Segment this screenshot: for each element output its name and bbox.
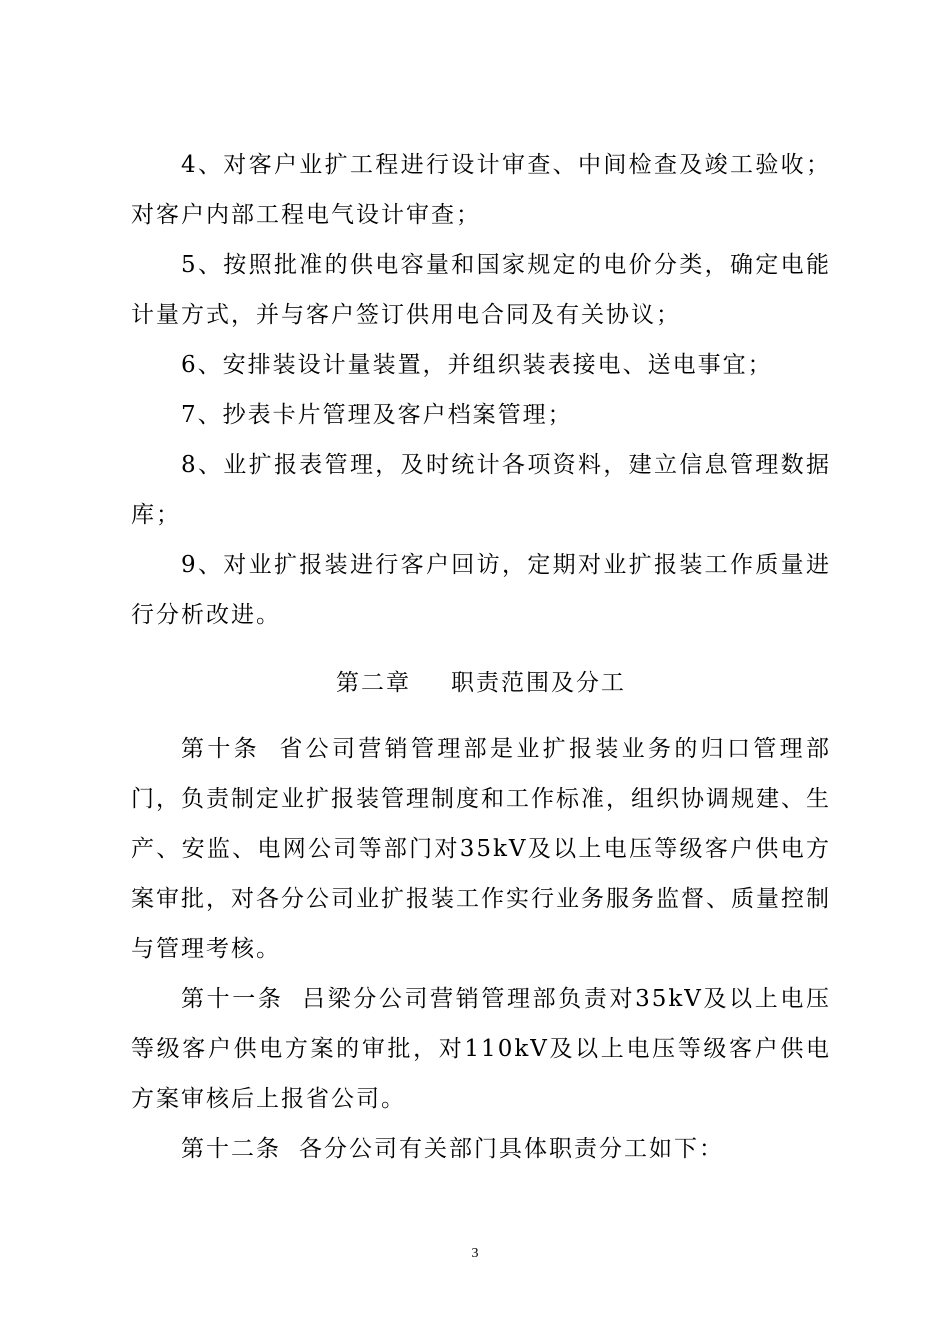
article-text: 吕梁分公司营销管理部负责对35kV及以上电压等级客户供电方案的审批，对110kV及以上电压等级客户供电方案审核后上报省公司。 [131,986,831,1112]
article-text: 各分公司有关部门具体职责分工如下： [299,1136,724,1162]
chapter-number: 第二章 [336,670,411,696]
page-body [131,140,831,1174]
article-paragraph [131,974,831,1124]
list-item: 8、业扩报表管理，及时统计各项资料，建立信息管理数据库； [131,452,831,528]
article-label: 第十一条 [181,986,284,1012]
article-paragraph [131,724,831,974]
chapter-heading [131,640,831,724]
article-text: 省公司营销管理部是业扩报装业务的归口管理部门，负责制定业扩报装管理制度和工作标准，组织协调规建、生产、安监、电网公司等部门对35kV及以上电压等级客户供电方案审批，对各分公司业扩报装工作实行业务服务监督、质量控制与管理考核。 [131,736,831,962]
article-paragraph [131,1124,831,1174]
article-label: 第十条 [181,736,260,762]
page-number: 3 [471,1246,479,1261]
article-label: 第十二条 [181,1136,281,1162]
list-item: 6、安排装设计量装置，并组织装表接电、送电事宜； [181,352,773,378]
chapter-title: 职责范围及分工 [451,670,626,696]
list-item: 5、按照批准的供电容量和国家规定的电价分类，确定电能计量方式，并与客户签订供用电合同及有关协议； [131,252,831,328]
list-item: 4、对客户业扩工程进行设计审查、中间检查及竣工验收；对客户内部工程电气设计审查； [131,152,831,228]
list-item: 9、对业扩报装进行客户回访，定期对业扩报装工作质量进行分析改进。 [131,552,831,628]
list-item: 7、抄表卡片管理及客户档案管理； [181,402,573,428]
